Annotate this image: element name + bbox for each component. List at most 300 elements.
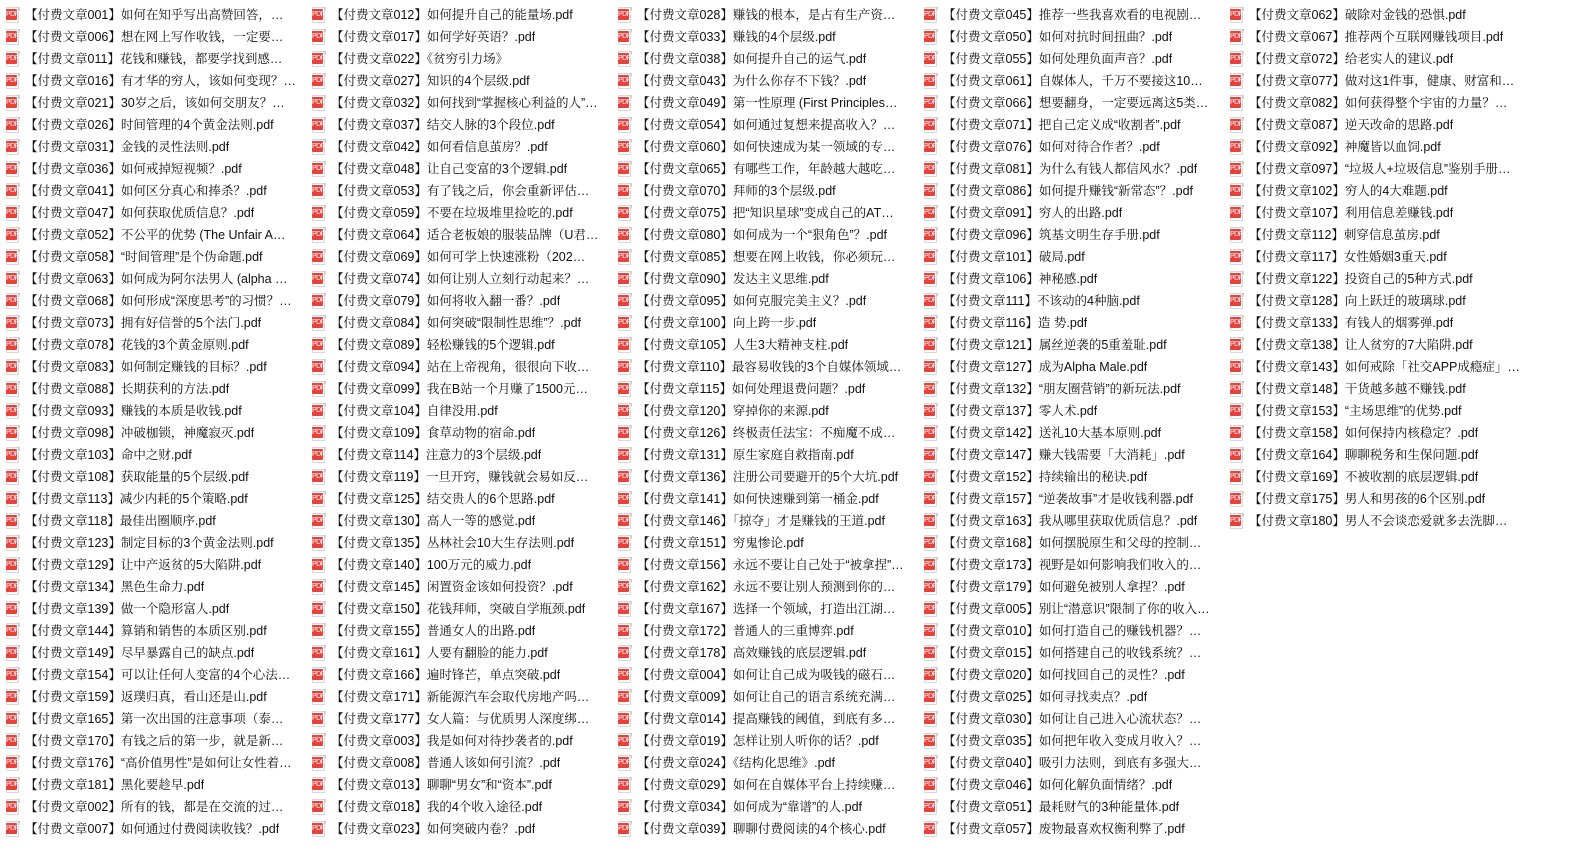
pdf-file-icon — [6, 249, 20, 265]
file-name-label: 【付费文章076】如何对待合作者？.pdf — [943, 140, 1160, 154]
file-list-item[interactable] — [1228, 136, 1534, 158]
file-list-item[interactable] — [310, 224, 616, 246]
file-list-item[interactable] — [4, 730, 310, 752]
file-list-item[interactable] — [922, 246, 1228, 268]
pdf-file-icon — [618, 205, 632, 221]
file-list-item[interactable] — [4, 26, 310, 48]
file-list-item[interactable] — [616, 26, 922, 48]
file-list-item[interactable] — [4, 92, 310, 114]
file-list-item[interactable] — [1228, 70, 1534, 92]
file-list-item[interactable] — [616, 268, 922, 290]
file-list-item[interactable] — [922, 136, 1228, 158]
pdf-badge-label: PDF — [924, 429, 937, 436]
pdf-file-icon — [1230, 469, 1244, 485]
file-list-item[interactable] — [922, 114, 1228, 136]
file-list-item[interactable] — [922, 532, 1228, 554]
file-name-label: 【付费文章170】有钱之后的第一步，就是新… — [25, 734, 284, 748]
file-list-item[interactable] — [616, 202, 922, 224]
pdf-badge-label: PDF — [312, 11, 325, 18]
pdf-file-icon — [6, 491, 20, 507]
file-list-item[interactable] — [616, 158, 922, 180]
file-list-item[interactable] — [310, 686, 616, 708]
pdf-file-icon — [312, 183, 326, 199]
pdf-badge-label: PDF — [6, 407, 19, 414]
file-list-item[interactable] — [616, 466, 922, 488]
file-list-item[interactable] — [1228, 400, 1534, 422]
file-list-item[interactable] — [310, 576, 616, 598]
pdf-badge-label: PDF — [924, 693, 937, 700]
pdf-file-icon — [924, 733, 938, 749]
file-list-item[interactable] — [4, 466, 310, 488]
file-list-item[interactable] — [922, 796, 1228, 818]
file-list-item[interactable] — [4, 774, 310, 796]
file-list-item[interactable] — [1228, 422, 1534, 444]
pdf-badge-label: PDF — [1230, 517, 1243, 524]
file-list-item[interactable] — [310, 48, 616, 70]
pdf-file-icon — [618, 227, 632, 243]
file-list-item[interactable] — [310, 180, 616, 202]
file-list-item[interactable] — [922, 224, 1228, 246]
file-name-label: 【付费文章108】获取能量的5个层级.pdf — [25, 470, 249, 484]
file-list-item[interactable] — [922, 202, 1228, 224]
file-list-item[interactable] — [1228, 202, 1534, 224]
pdf-file-icon — [6, 403, 20, 419]
file-list-item[interactable] — [4, 202, 310, 224]
pdf-badge-label: PDF — [312, 715, 325, 722]
pdf-file-icon — [618, 711, 632, 727]
file-name-label: 【付费文章027】知识的4个层级.pdf — [331, 74, 530, 88]
pdf-badge-label: PDF — [312, 165, 325, 172]
pdf-badge-label: PDF — [1230, 77, 1243, 84]
file-list-item[interactable] — [616, 488, 922, 510]
pdf-badge-label: PDF — [6, 143, 19, 150]
pdf-badge-label: PDF — [618, 297, 631, 304]
file-list-item[interactable] — [1228, 268, 1534, 290]
file-list-item[interactable] — [4, 334, 310, 356]
file-list-item[interactable] — [310, 642, 616, 664]
file-list-item[interactable] — [4, 708, 310, 730]
file-list-item[interactable] — [616, 378, 922, 400]
file-list-item[interactable] — [310, 26, 616, 48]
pdf-file-icon — [1230, 491, 1244, 507]
file-name-label: 【付费文章136】注册公司要避开的5个大坑.pdf — [637, 470, 899, 484]
pdf-badge-label: PDF — [1230, 11, 1243, 18]
pdf-badge-label: PDF — [618, 407, 631, 414]
pdf-badge-label: PDF — [6, 627, 19, 634]
pdf-file-icon — [618, 645, 632, 661]
file-name-label: 【付费文章061】自媒体人，千万不要接这10… — [943, 74, 1203, 88]
pdf-badge-label: PDF — [312, 429, 325, 436]
file-list-item[interactable] — [1228, 4, 1534, 26]
file-list-item[interactable] — [1228, 26, 1534, 48]
file-list-item[interactable] — [4, 796, 310, 818]
file-list-item[interactable] — [4, 4, 310, 26]
pdf-badge-label: PDF — [924, 341, 937, 348]
pdf-file-icon — [1230, 315, 1244, 331]
file-list-item[interactable] — [310, 268, 616, 290]
file-list-item[interactable] — [310, 202, 616, 224]
file-list-item[interactable] — [4, 136, 310, 158]
pdf-file-icon — [924, 161, 938, 177]
file-name-label: 【付费文章122】投资自己的5种方式.pdf — [1249, 272, 1473, 286]
file-name-label: 【付费文章084】如何突破“限制性思维”？.pdf — [331, 316, 582, 330]
file-list-item[interactable] — [310, 312, 616, 334]
file-list-item[interactable] — [1228, 356, 1534, 378]
file-list-item[interactable] — [4, 686, 310, 708]
file-list-item[interactable] — [922, 422, 1228, 444]
file-list-item[interactable] — [4, 378, 310, 400]
file-list-item[interactable] — [4, 114, 310, 136]
file-list-item[interactable] — [922, 576, 1228, 598]
file-list-item[interactable] — [616, 114, 922, 136]
file-list-item[interactable] — [616, 642, 922, 664]
file-list-item[interactable] — [4, 576, 310, 598]
file-list-item[interactable] — [4, 158, 310, 180]
pdf-file-icon — [618, 73, 632, 89]
file-list-item[interactable] — [4, 268, 310, 290]
file-name-label: 【付费文章031】金钱的灵性法则.pdf — [25, 140, 230, 154]
file-list-item[interactable] — [1228, 114, 1534, 136]
pdf-badge-label: PDF — [618, 165, 631, 172]
file-list-item[interactable] — [922, 268, 1228, 290]
file-list-item[interactable] — [1228, 224, 1534, 246]
file-name-label: 【付费文章131】原生家庭自救指南.pdf — [637, 448, 854, 462]
file-list-item[interactable] — [1228, 48, 1534, 70]
file-list-item[interactable] — [4, 180, 310, 202]
file-list-item[interactable] — [310, 422, 616, 444]
file-list-item[interactable] — [616, 422, 922, 444]
file-list-item[interactable] — [922, 708, 1228, 730]
file-name-label: 【付费文章175】男人和男孩的6个区别.pdf — [1249, 492, 1486, 506]
file-list-item[interactable] — [922, 26, 1228, 48]
file-list-item[interactable] — [616, 620, 922, 642]
file-list-item[interactable] — [4, 312, 310, 334]
file-list-item[interactable] — [310, 620, 616, 642]
file-list-item[interactable] — [1228, 488, 1534, 510]
file-list-item[interactable] — [616, 818, 922, 840]
file-name-label: 【付费文章092】神魔皆以血饲.pdf — [1249, 140, 1441, 154]
file-list-item[interactable] — [310, 356, 616, 378]
file-list-item[interactable] — [310, 752, 616, 774]
pdf-file-icon — [618, 161, 632, 177]
file-name-label: 【付费文章082】如何获得整个宇宙的力量？… — [1249, 96, 1508, 110]
pdf-badge-label: PDF — [1230, 363, 1243, 370]
file-list-item[interactable] — [1228, 466, 1534, 488]
pdf-file-icon — [618, 51, 632, 67]
file-list-item[interactable] — [922, 92, 1228, 114]
pdf-badge-label: PDF — [618, 495, 631, 502]
file-name-label: 【付费文章102】穷人的4大难题.pdf — [1249, 184, 1448, 198]
pdf-file-icon — [618, 293, 632, 309]
file-list-item[interactable] — [616, 356, 922, 378]
file-list-item[interactable] — [922, 774, 1228, 796]
file-list-item[interactable] — [310, 92, 616, 114]
file-list-item[interactable] — [4, 422, 310, 444]
file-list-item[interactable] — [1228, 334, 1534, 356]
pdf-badge-label: PDF — [312, 55, 325, 62]
pdf-badge-label: PDF — [312, 363, 325, 370]
file-list-item[interactable] — [4, 488, 310, 510]
pdf-file-icon — [618, 249, 632, 265]
pdf-badge-label: PDF — [924, 781, 937, 788]
file-list-item[interactable] — [922, 312, 1228, 334]
pdf-file-icon — [924, 601, 938, 617]
file-list-item[interactable] — [4, 642, 310, 664]
file-list-item[interactable] — [616, 92, 922, 114]
file-list-item[interactable] — [616, 774, 922, 796]
file-list-item[interactable] — [616, 4, 922, 26]
pdf-file-icon — [6, 205, 20, 221]
file-list-item[interactable] — [922, 4, 1228, 26]
pdf-badge-label: PDF — [312, 33, 325, 40]
file-list-item[interactable] — [4, 224, 310, 246]
file-list-item[interactable] — [922, 356, 1228, 378]
pdf-badge-label: PDF — [618, 583, 631, 590]
file-list-item[interactable] — [616, 532, 922, 554]
file-name-label: 【付费文章016】有才华的穷人，该如何变现？… — [25, 74, 296, 88]
file-list-item[interactable] — [1228, 510, 1534, 532]
file-list-item[interactable] — [922, 488, 1228, 510]
file-name-label: 【付费文章154】可以让任何人变富的4个心法… — [25, 668, 291, 682]
file-list-item[interactable] — [4, 532, 310, 554]
file-list-item[interactable] — [922, 290, 1228, 312]
file-list-item[interactable] — [616, 400, 922, 422]
pdf-badge-label: PDF — [312, 803, 325, 810]
file-list-item[interactable] — [616, 554, 922, 576]
file-list-item[interactable] — [616, 576, 922, 598]
file-list-item[interactable] — [922, 554, 1228, 576]
pdf-file-icon — [924, 469, 938, 485]
file-list-item[interactable] — [922, 752, 1228, 774]
file-list-item[interactable] — [1228, 246, 1534, 268]
pdf-file-icon — [1230, 271, 1244, 287]
file-list-item[interactable] — [4, 620, 310, 642]
pdf-file-icon — [312, 29, 326, 45]
file-list-item[interactable] — [1228, 444, 1534, 466]
file-list-item[interactable] — [310, 114, 616, 136]
pdf-file-icon — [6, 755, 20, 771]
pdf-badge-label: PDF — [618, 253, 631, 260]
pdf-file-icon — [1230, 205, 1244, 221]
file-list-item[interactable] — [310, 730, 616, 752]
pdf-badge-label: PDF — [924, 363, 937, 370]
file-name-label: 【付费文章003】我是如何对待抄袭者的.pdf — [331, 734, 573, 748]
pdf-file-icon — [1230, 381, 1244, 397]
pdf-file-icon — [6, 337, 20, 353]
file-list-item[interactable] — [310, 796, 616, 818]
pdf-file-icon — [924, 7, 938, 23]
file-list-item[interactable] — [4, 444, 310, 466]
file-list-item[interactable] — [616, 224, 922, 246]
pdf-badge-label: PDF — [6, 121, 19, 128]
pdf-file-icon — [312, 469, 326, 485]
pdf-file-icon — [924, 403, 938, 419]
file-list-item[interactable] — [4, 554, 310, 576]
pdf-badge-label: PDF — [312, 759, 325, 766]
file-list-item[interactable] — [922, 664, 1228, 686]
pdf-file-icon — [6, 293, 20, 309]
file-name-label: 【付费文章146】「掠夺」才是赚钱的王道.pdf — [637, 514, 885, 528]
pdf-file-icon — [924, 315, 938, 331]
file-list-item[interactable] — [4, 290, 310, 312]
pdf-file-icon — [6, 227, 20, 243]
file-list-item[interactable] — [1228, 158, 1534, 180]
pdf-badge-label: PDF — [618, 473, 631, 480]
file-list-item[interactable] — [616, 334, 922, 356]
pdf-badge-label: PDF — [1230, 319, 1243, 326]
file-list-item[interactable] — [616, 730, 922, 752]
file-name-label: 【付费文章030】如何让自己进入心流状态？… — [943, 712, 1202, 726]
pdf-file-icon — [312, 205, 326, 221]
file-name-label: 【付费文章123】制定目标的3个黄金法则.pdf — [25, 536, 274, 550]
file-list-item[interactable] — [922, 400, 1228, 422]
file-list-item[interactable] — [310, 246, 616, 268]
file-list-item[interactable] — [922, 466, 1228, 488]
file-name-label: 【付费文章159】返璞归真，看山还是山.pdf — [25, 690, 267, 704]
pdf-badge-label: PDF — [312, 737, 325, 744]
file-list-item[interactable] — [1228, 180, 1534, 202]
file-list-item[interactable] — [922, 70, 1228, 92]
pdf-badge-label: PDF — [618, 561, 631, 568]
file-list-item[interactable] — [616, 290, 922, 312]
file-list-item[interactable] — [616, 444, 922, 466]
file-list-item[interactable] — [310, 554, 616, 576]
pdf-file-icon — [312, 579, 326, 595]
file-name-label: 【付费文章072】给老实人的建议.pdf — [1249, 52, 1454, 66]
pdf-file-icon — [618, 777, 632, 793]
file-list-item[interactable] — [616, 752, 922, 774]
file-list-item[interactable] — [310, 378, 616, 400]
file-list-item[interactable] — [922, 334, 1228, 356]
file-name-label: 【付费文章113】减少内耗的5个策略.pdf — [25, 492, 248, 506]
file-list-item[interactable] — [616, 664, 922, 686]
pdf-badge-label: PDF — [6, 759, 19, 766]
file-list-item[interactable] — [310, 818, 616, 840]
file-list-item[interactable] — [616, 180, 922, 202]
file-list-item[interactable] — [310, 488, 616, 510]
file-list-item[interactable] — [4, 664, 310, 686]
pdf-file-icon — [924, 139, 938, 155]
file-list-item[interactable] — [310, 664, 616, 686]
file-list-item[interactable] — [4, 400, 310, 422]
file-list-item[interactable] — [616, 686, 922, 708]
pdf-badge-label: PDF — [6, 781, 19, 788]
file-list-item[interactable] — [310, 774, 616, 796]
file-name-label: 【付费文章007】如何通过付费阅读收钱？.pdf — [25, 822, 280, 836]
file-list-item[interactable] — [310, 708, 616, 730]
pdf-badge-label: PDF — [312, 825, 325, 832]
file-list-item[interactable] — [310, 444, 616, 466]
file-list-item[interactable] — [922, 642, 1228, 664]
file-name-label: 【付费文章169】不被收割的底层逻辑.pdf — [1249, 470, 1479, 484]
file-name-label: 【付费文章132】“朋友圈营销”的新玩法.pdf — [943, 382, 1181, 396]
file-list-item[interactable] — [310, 598, 616, 620]
file-name-label: 【付费文章048】让自己变富的3个逻辑.pdf — [331, 162, 568, 176]
file-list-item[interactable] — [616, 48, 922, 70]
file-list-item[interactable] — [922, 444, 1228, 466]
pdf-badge-label: PDF — [1230, 407, 1243, 414]
file-list-item[interactable] — [922, 180, 1228, 202]
pdf-file-icon — [6, 821, 20, 837]
file-name-label: 【付费文章109】食草动物的宿命.pdf — [331, 426, 536, 440]
file-list-item[interactable] — [616, 246, 922, 268]
file-list-item[interactable] — [922, 620, 1228, 642]
file-list-item[interactable] — [922, 686, 1228, 708]
file-list-item[interactable] — [922, 818, 1228, 840]
file-list-item[interactable] — [616, 796, 922, 818]
file-list-item[interactable] — [922, 48, 1228, 70]
file-list-item[interactable] — [1228, 378, 1534, 400]
file-list-item[interactable] — [922, 730, 1228, 752]
pdf-badge-label: PDF — [618, 143, 631, 150]
file-list-item[interactable] — [4, 356, 310, 378]
file-list-item[interactable] — [616, 598, 922, 620]
file-list-item[interactable] — [4, 48, 310, 70]
file-list-item[interactable] — [310, 466, 616, 488]
file-list-item[interactable] — [616, 708, 922, 730]
file-list-item[interactable] — [4, 70, 310, 92]
file-list-item[interactable] — [310, 532, 616, 554]
file-list-item[interactable] — [4, 598, 310, 620]
pdf-file-icon — [618, 667, 632, 683]
file-list-item[interactable] — [1228, 290, 1534, 312]
pdf-badge-label: PDF — [1230, 385, 1243, 392]
pdf-badge-label: PDF — [312, 605, 325, 612]
file-list-item[interactable] — [310, 290, 616, 312]
file-list-item[interactable] — [616, 70, 922, 92]
pdf-file-icon — [924, 337, 938, 353]
file-list-item[interactable] — [922, 510, 1228, 532]
pdf-badge-label: PDF — [6, 99, 19, 106]
file-list-item[interactable] — [310, 136, 616, 158]
file-list-item[interactable] — [310, 4, 616, 26]
pdf-badge-label: PDF — [924, 495, 937, 502]
file-name-label: 【付费文章158】如何保持内核稳定？.pdf — [1249, 426, 1479, 440]
pdf-file-icon — [312, 51, 326, 67]
pdf-badge-label: PDF — [618, 649, 631, 656]
file-list-item[interactable] — [310, 334, 616, 356]
pdf-badge-label: PDF — [924, 539, 937, 546]
file-list-item[interactable] — [4, 752, 310, 774]
pdf-file-icon — [618, 821, 632, 837]
file-list-item[interactable] — [1228, 92, 1534, 114]
file-list-item[interactable] — [922, 378, 1228, 400]
file-name-label: 【付费文章142】送礼10大基本原则.pdf — [943, 426, 1162, 440]
file-name-label: 【付费文章155】普通女人的出路.pdf — [331, 624, 536, 638]
file-list-item[interactable] — [616, 136, 922, 158]
file-list-item[interactable] — [4, 818, 310, 840]
file-list-item[interactable] — [616, 312, 922, 334]
file-list-item[interactable] — [310, 70, 616, 92]
file-list-item[interactable] — [922, 598, 1228, 620]
pdf-file-icon — [312, 7, 326, 23]
file-list-item[interactable] — [1228, 312, 1534, 334]
file-name-label: 【付费文章081】为什么有钱人都信风水？.pdf — [943, 162, 1198, 176]
pdf-file-icon — [1230, 293, 1244, 309]
file-list-item[interactable] — [310, 400, 616, 422]
file-name-label: 【付费文章002】所有的钱，都是在交流的过… — [25, 800, 284, 814]
file-list-item[interactable] — [4, 510, 310, 532]
file-name-label: 【付费文章147】赚大钱需要「大消耗」.pdf — [943, 448, 1185, 462]
file-list-item[interactable] — [310, 510, 616, 532]
file-list-item[interactable] — [922, 158, 1228, 180]
pdf-badge-label: PDF — [618, 341, 631, 348]
file-list-item[interactable] — [4, 246, 310, 268]
pdf-badge-label: PDF — [6, 55, 19, 62]
file-list-item[interactable] — [310, 158, 616, 180]
file-list-item[interactable] — [616, 510, 922, 532]
file-name-label: 【付费文章105】人生3大精神支柱.pdf — [637, 338, 849, 352]
